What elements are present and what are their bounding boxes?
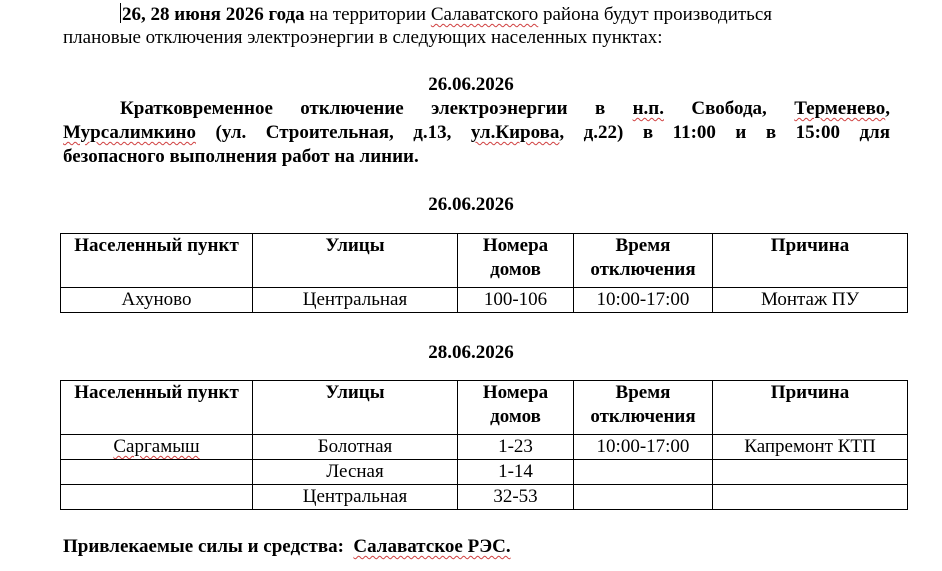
cell-time: 10:00-17:00: [574, 288, 713, 313]
header-cell-streets: Улицы: [253, 381, 458, 435]
intro-line-2: плановые отключения электроэнергии в следующих населенных пунктах:: [63, 27, 663, 48]
cell-streets: Лесная: [253, 460, 458, 485]
cell-houses: 1-23: [458, 435, 574, 460]
footer-line: [63, 535, 511, 559]
cell-reason: Капремонт КТП: [713, 435, 908, 460]
footer-org: Салаватское РЭС.: [353, 536, 511, 557]
outage-table-2: [60, 380, 908, 510]
cell-settlement: [61, 485, 253, 510]
cell-streets: Центральная: [253, 288, 458, 313]
settlement-name: Саргамыш: [113, 436, 200, 457]
table-row: [61, 460, 908, 485]
cell-streets: Болотная: [253, 435, 458, 460]
cell-houses: 1-14: [458, 460, 574, 485]
header-cell-time: Время отключения: [574, 381, 713, 435]
notice-line-3: безопасного выполнения работ на линии.: [63, 146, 419, 167]
notice-date: 26.06.2026: [428, 74, 514, 95]
cell-streets: Центральная: [253, 485, 458, 510]
cell-reason: [713, 485, 908, 510]
cell-time: [574, 485, 713, 510]
header-cell-houses: Номера домов: [458, 381, 574, 435]
cell-houses: 100-106: [458, 288, 574, 313]
footer-label: Привлекаемые силы и средства:: [63, 536, 344, 557]
outage-table-1: [60, 233, 908, 313]
intro-text-end: района будут производиться: [538, 4, 773, 25]
notice-text: (ул. Строительная, д.13,: [195, 122, 471, 143]
header-cell-settlement: Населенный пункт: [61, 381, 253, 435]
notice-mursalimkino: Мурсалимкино: [63, 122, 196, 143]
text-cursor: [120, 3, 121, 23]
header-cell-streets: Улицы: [253, 234, 458, 288]
intro-line-1: [120, 3, 772, 27]
header-cell-settlement: Населенный пункт: [61, 234, 253, 288]
notice-text: ,: [885, 98, 890, 119]
cell-time: [574, 460, 713, 485]
header-cell-reason: Причина: [713, 234, 908, 288]
notice-line-2: [63, 121, 890, 145]
notice-line-1: [120, 97, 890, 121]
cell-reason: Монтаж ПУ: [713, 288, 908, 313]
table1-date: 26.06.2026: [428, 194, 514, 215]
notice-terminevo: Терменево: [794, 98, 886, 119]
intro-district: Салаватского: [430, 4, 539, 25]
cell-settlement: [61, 460, 253, 485]
table-header-row: [61, 381, 908, 435]
cell-time: 10:00-17:00: [574, 435, 713, 460]
cell-settlement: [61, 435, 253, 460]
cell-settlement: Ахуново: [61, 288, 253, 313]
notice-text: , д.22) в 11:00 и в 15:00 для: [559, 122, 890, 143]
intro-text: на территории: [304, 4, 431, 25]
notice-kirova: ул.Кирова: [470, 122, 560, 143]
cell-houses: 32-53: [458, 485, 574, 510]
table-row: [61, 485, 908, 510]
header-cell-reason: Причина: [713, 381, 908, 435]
cell-reason: [713, 460, 908, 485]
notice-text: Кратковременное отключение электроэнергии в: [120, 98, 633, 119]
table-row: [61, 288, 908, 313]
table-header-row: [61, 234, 908, 288]
notice-text: Свобода,: [664, 98, 795, 119]
intro-dates: 26, 28 июня 2026 года: [122, 4, 305, 25]
table2-date: 28.06.2026: [428, 342, 514, 363]
header-cell-time: Время отключения: [574, 234, 713, 288]
table-row: [61, 435, 908, 460]
header-cell-houses: Номера домов: [458, 234, 574, 288]
notice-np: н.п.: [632, 98, 664, 119]
